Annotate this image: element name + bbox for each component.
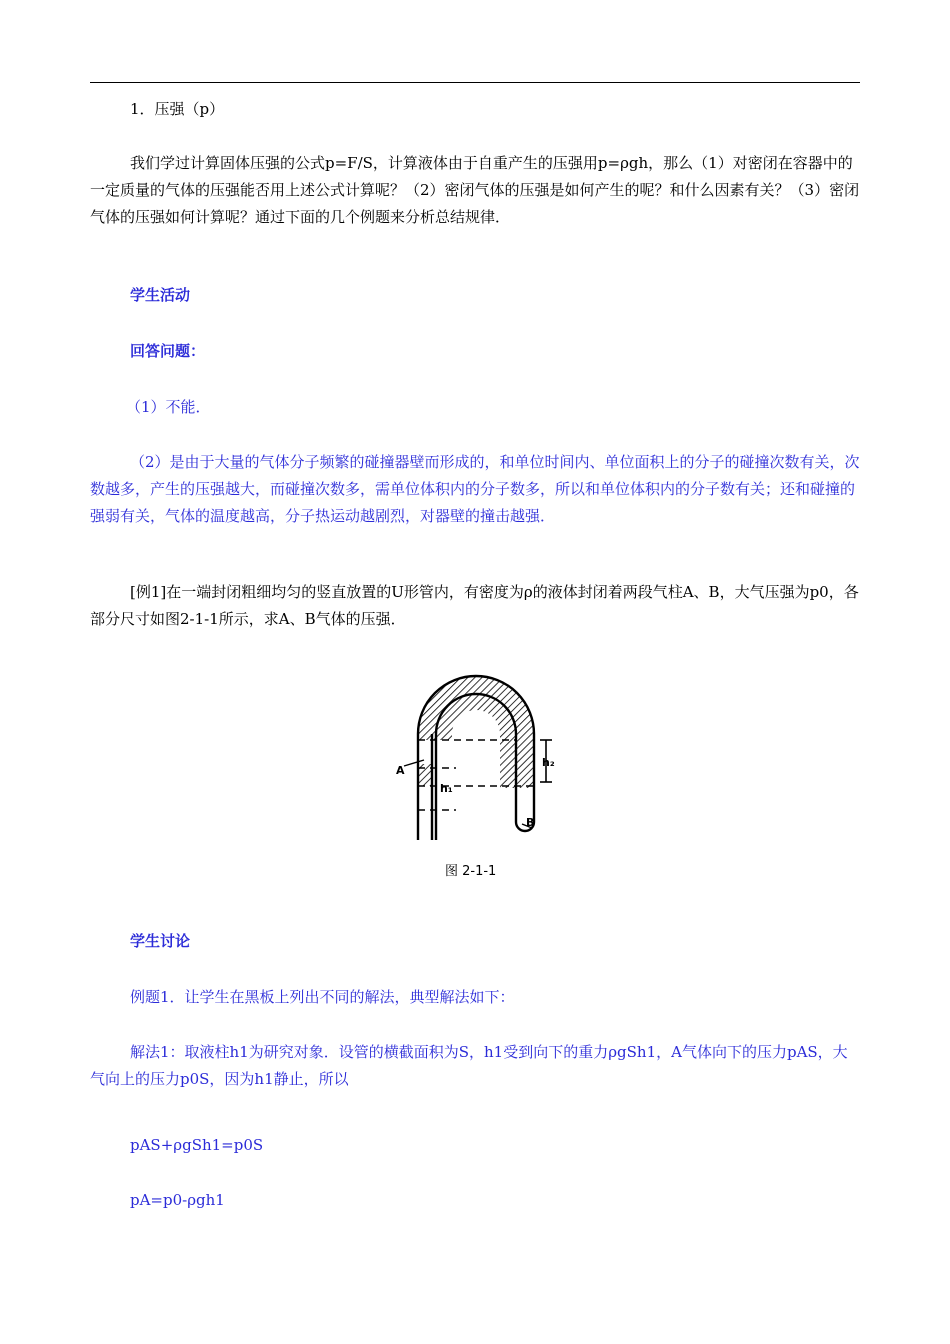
equation-1-text: pAS+ρgSh1=p0S xyxy=(130,1136,264,1154)
intro-paragraph xyxy=(90,150,860,231)
equation-2-text: pA=p0-ρgh1 xyxy=(130,1191,225,1209)
answer-2-text: （2）是由于大量的气体分子频繁的碰撞器壁而形成的，和单位时间内、单位面积上的分子的碰撞次数有关，次数越多，产生的压强越大，而碰撞次数多，需单位体积内的分子数多，所以和单位体积内的分子数有关；还和碰撞的强弱有关，气体的温度越高，分子热运动越剧烈，对器壁的撞击越强． xyxy=(90,453,860,525)
answer-1 xyxy=(90,394,860,421)
answer-2 xyxy=(90,449,860,530)
figure-caption: 图 2-1-1 xyxy=(445,864,497,879)
equation-1 xyxy=(90,1132,860,1159)
activity-title: 学生活动 xyxy=(130,286,191,304)
discuss-heading xyxy=(90,928,860,955)
label-b: B xyxy=(526,816,535,829)
answer-1-text: （1）不能． xyxy=(126,398,211,416)
label-h1: h₁ xyxy=(440,782,453,795)
example-text: [例1]在一端封闭粗细均匀的竖直放置的U形管内，有密度为ρ的液体封闭着两段气柱A、B，大气压强为p0，各部分尺寸如图2-1-1所示，求A、B气体的压强． xyxy=(90,583,859,628)
answer-title: 回答问题： xyxy=(130,342,206,360)
label-h2: h₂ xyxy=(542,756,555,769)
intro-text: 我们学过计算固体压强的公式p=F/S，计算液体由于自重产生的压强用p=ρgh，那么（1）对密闭在容器中的一定质量的气体的压强能否用上述公式计算呢？（2）密闭气体的压强是如何产生的呢？和什么因素有关？（3）密闭气体的压强如何计算呢？通过下面的几个例题来分析总结规律． xyxy=(90,154,860,226)
equation-2 xyxy=(90,1187,860,1214)
discuss-title: 学生讨论 xyxy=(130,932,191,950)
activity-heading xyxy=(90,282,860,309)
example-paragraph xyxy=(90,579,860,633)
section-title: 1．压强（p） xyxy=(130,100,225,118)
label-a: A xyxy=(396,764,405,777)
u-tube-figure xyxy=(398,676,558,836)
example-1 xyxy=(90,984,860,1011)
solution-1 xyxy=(90,1039,860,1093)
section-heading xyxy=(90,96,860,123)
answer-heading xyxy=(90,338,860,365)
solution-1-text: 解法1：取液柱h1为研究对象．设管的横截面积为S，h1受到向下的重力ρgSh1，A气体向下的压力pAS，大气向上的压力p0S，因为h1静止，所以 xyxy=(90,1043,848,1088)
example-1-text: 例题1．让学生在黑板上列出不同的解法，典型解法如下： xyxy=(130,988,515,1006)
header-rule xyxy=(90,82,860,83)
